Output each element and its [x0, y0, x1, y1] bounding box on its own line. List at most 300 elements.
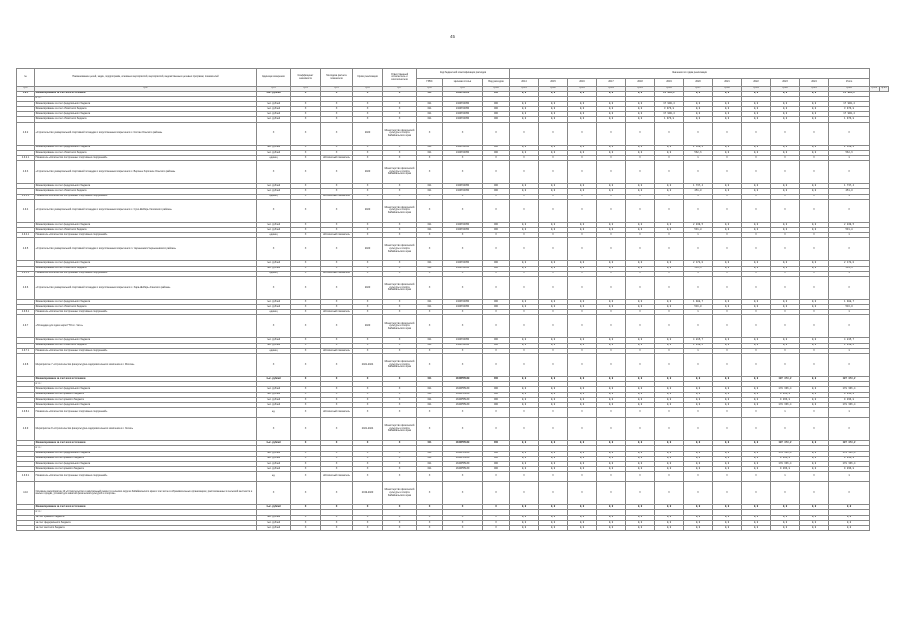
- cell-year-value: 562,6: [829, 150, 870, 155]
- cell-year-value: X: [510, 271, 539, 276]
- cell-year-value: 0,0: [539, 222, 568, 227]
- cell-target-article: 1340Г04050: [443, 227, 483, 232]
- cell-year-value: X: [713, 271, 742, 276]
- cell-unit: ед.: [257, 408, 291, 418]
- cell-grbs: 011: [417, 112, 443, 117]
- cell-no: 4.9.7.1: [17, 348, 35, 353]
- cell-method: X: [321, 338, 353, 343]
- cell-year-value: 0,0: [539, 117, 568, 122]
- cell-name: Финансирование за счет федерального бюджета: [35, 112, 257, 117]
- cell-responsible: X: [383, 189, 417, 194]
- cell-year-value: 0,0: [655, 261, 684, 266]
- cell-year-value: X: [800, 156, 829, 161]
- cell-year-value: 0,0: [626, 101, 655, 106]
- cell-year-value: 1 737,4: [829, 184, 870, 189]
- cell-coef: X: [291, 189, 321, 194]
- cell-year-value: 0,0: [539, 227, 568, 232]
- header-year: 2014: [510, 79, 539, 87]
- cell-year-value: 0,0: [539, 515, 568, 520]
- cell-responsible: X: [383, 402, 417, 407]
- cell-year-value: 0,0: [539, 451, 568, 456]
- cell-name: «Строительство универсальной спортивной площадки с искусственным покрытием в с. Верхнее Хорочное Ольского района»: [35, 161, 257, 184]
- cell-coef: X: [291, 456, 321, 461]
- cell-grbs: 011: [417, 189, 443, 194]
- cell-unit: тыс. рублей: [257, 117, 291, 122]
- cell-grbs: X: [417, 515, 443, 520]
- cell-year-value: X: [568, 156, 597, 161]
- cell-grbs: 011: [417, 392, 443, 397]
- cell-year-value: 0,0: [568, 266, 597, 271]
- cell-year-value: 0,0: [539, 526, 568, 531]
- header-column-number: гр.8: [417, 87, 443, 92]
- cell-year-value: 17 990,4: [655, 112, 684, 117]
- cell-year-value: X: [713, 199, 742, 222]
- cell-name: «Строительство универсальной спортивной площадки с искусственным покрытием в с. Колтан Ольского района»: [35, 122, 257, 145]
- cell-year-value: X: [655, 276, 684, 299]
- cell-year-value: 9 036,8: [829, 456, 870, 461]
- cell-expense-type: 000: [483, 392, 510, 397]
- cell-responsible: X: [383, 150, 417, 155]
- cell-year-value: 0,0: [684, 377, 713, 382]
- cell-year-value: 21 964,2: [829, 91, 870, 96]
- table-row: [17, 354, 889, 377]
- cell-year-value: 0,0: [800, 117, 829, 122]
- cell-coef: X: [291, 482, 321, 505]
- cell-grbs: X: [417, 238, 443, 261]
- cell-year-value: 0,0: [800, 107, 829, 112]
- cell-year-value: X: [510, 315, 539, 338]
- cell-year-value: 0,0: [510, 397, 539, 402]
- cell-year-value: 0,0: [713, 117, 742, 122]
- cell-year-value: 9 036,8: [771, 397, 800, 402]
- cell-method: X: [321, 276, 353, 299]
- cell-year-value: X: [568, 122, 597, 145]
- cell-year-value: X: [655, 199, 684, 222]
- cell-target-article: X: [443, 238, 483, 261]
- cell-year-value: 0,0: [713, 338, 742, 343]
- cell-responsible: Министерство физической культуры и спорта Забайкальского края: [383, 354, 417, 377]
- cell-year-value: 0,0: [800, 441, 829, 446]
- cell-expense-type: X: [483, 505, 510, 510]
- cell-name: в т.ч.:: [35, 510, 257, 515]
- cell-target-article: X: [443, 515, 483, 520]
- cell-year-value: X: [539, 315, 568, 338]
- cell-name: Показатель «Количество построенных спортивных сооружений»: [35, 194, 257, 199]
- cell-year-value: 451,0: [829, 189, 870, 194]
- cell-year-value: X: [626, 310, 655, 315]
- cell-coef: X: [291, 520, 321, 525]
- cell-year-value: 0,0: [742, 107, 771, 112]
- cell-year-value: 0,0: [800, 377, 829, 382]
- cell-year-value: 0,0: [539, 461, 568, 466]
- cell-year-value: X: [684, 315, 713, 338]
- cell-year-value: X: [829, 161, 870, 184]
- cell-coef: X: [291, 261, 321, 266]
- cell-year-value: X: [800, 161, 829, 184]
- cell-year-value: 0,0: [597, 467, 626, 472]
- cell-year-value: X: [655, 482, 684, 505]
- cell-year-value: X: [684, 472, 713, 482]
- cell-year-value: 0,0: [655, 150, 684, 155]
- cell-target-article: X: [443, 505, 483, 510]
- cell-year-value: 0,0: [510, 117, 539, 122]
- cell-term: X: [353, 145, 383, 150]
- cell-target-article: X: [443, 310, 483, 315]
- cell-expense-type: 000: [483, 377, 510, 382]
- header-year: 2021: [713, 79, 742, 87]
- cell-method: X: [321, 122, 353, 145]
- cell-year-value: 0,0: [510, 387, 539, 392]
- cell-year-value: 0,0: [568, 387, 597, 392]
- cell-year-value: 0,0: [568, 402, 597, 407]
- cell-year-value: X: [597, 194, 626, 199]
- cell-coef: X: [291, 150, 321, 155]
- cell-method: X: [321, 261, 353, 266]
- cell-coef: X: [291, 227, 321, 232]
- cell-year-value: 0,0: [684, 526, 713, 531]
- cell-grbs: X: [417, 122, 443, 145]
- header-column-number: гр.22: [829, 87, 870, 92]
- cell-responsible: X: [383, 222, 417, 227]
- cell-year-value: 0,0: [684, 441, 713, 446]
- cell-year-value: 0,0: [510, 441, 539, 446]
- header-column-number: гр.13: [568, 87, 597, 92]
- cell-year-value: 0,0: [713, 150, 742, 155]
- cell-responsible: Министерство физической культуры и спорта Забайкальского края: [383, 161, 417, 184]
- cell-expense-type: 000: [483, 101, 510, 106]
- cell-year-value: 0,0: [568, 451, 597, 456]
- cell-year-value: 0,0: [684, 402, 713, 407]
- cell-responsible: X: [383, 526, 417, 531]
- cell-year-value: 0,0: [655, 305, 684, 310]
- cell-year-value: 0,0: [771, 91, 800, 96]
- cell-year-value: 178 336,4: [829, 461, 870, 466]
- cell-responsible: X: [383, 408, 417, 418]
- cell-year-value: X: [597, 122, 626, 145]
- cell-expense-type: X: [483, 515, 510, 520]
- header-column-number: гр.16: [655, 87, 684, 92]
- cell-unit: тыс. рублей: [257, 377, 291, 382]
- cell-year-value: X: [655, 161, 684, 184]
- cell-year-value: X: [684, 418, 713, 441]
- cell-year-value: X: [713, 482, 742, 505]
- cell-year-value: 0,0: [800, 189, 829, 194]
- cell-year-value: 0,0: [655, 456, 684, 461]
- cell-year-value: 0,0: [771, 107, 800, 112]
- cell-year-value: X: [597, 348, 626, 353]
- table-row: [17, 122, 889, 145]
- cell-year-value: 0,0: [568, 456, 597, 461]
- cell-year-value: 0,0: [655, 467, 684, 472]
- cell-year-value: X: [597, 472, 626, 482]
- cell-year-value: X: [597, 238, 626, 261]
- cell-year-value: 0,0: [539, 112, 568, 117]
- cell-year-value: X: [742, 310, 771, 315]
- cell-year-value: 0,0: [800, 150, 829, 155]
- cell-method: абсолютный показатель: [321, 156, 353, 161]
- cell-target-article: 1340Г04050: [443, 222, 483, 227]
- cell-target-article: X: [443, 233, 483, 238]
- cell-year-value: 0,0: [655, 461, 684, 466]
- cell-year-value: 0,0: [742, 397, 771, 402]
- cell-year-value: 0,0: [510, 91, 539, 96]
- cell-term: X: [353, 91, 383, 96]
- cell-responsible: X: [383, 472, 417, 482]
- header-year: 2024: [800, 79, 829, 87]
- cell-term: 2019-2020: [353, 482, 383, 505]
- cell-year-value: 0,0: [626, 305, 655, 310]
- cell-year-value: 0,0: [655, 227, 684, 232]
- cell-grbs: 011: [417, 184, 443, 189]
- cell-year-value: 0,0: [510, 377, 539, 382]
- cell-expense-type: 000: [483, 299, 510, 304]
- cell-year-value: 0,0: [597, 227, 626, 232]
- cell-year-value: 0,0: [713, 227, 742, 232]
- cell-year-value: 0,0: [510, 145, 539, 150]
- cell-year-value: 1: [829, 472, 870, 482]
- cell-responsible: X: [383, 377, 417, 382]
- cell-unit: тыс. рублей: [257, 112, 291, 117]
- cell-method: X: [321, 145, 353, 150]
- cell-year-value: 0,0: [568, 299, 597, 304]
- cell-no: 4.9.8.1: [17, 408, 35, 418]
- cell-year-value: 563,6: [684, 266, 713, 271]
- cell-year-value: 0,0: [742, 91, 771, 96]
- cell-coef: X: [291, 343, 321, 348]
- cell-term: X: [353, 456, 383, 461]
- cell-year-value: 0,0: [713, 343, 742, 348]
- cell-coef: X: [291, 184, 321, 189]
- cell-year-value: X: [713, 161, 742, 184]
- cell-year-value: X: [597, 156, 626, 161]
- cell-year-value: 0,0: [510, 515, 539, 520]
- cell-year-value: 0,0: [510, 467, 539, 472]
- cell-year-value: 0,0: [771, 266, 800, 271]
- cell-year-value: X: [771, 310, 800, 315]
- cell-unit: единиц: [257, 310, 291, 315]
- cell-year-value: 0,0: [626, 505, 655, 510]
- cell-coef: X: [291, 408, 321, 418]
- cell-year-value: X: [539, 408, 568, 418]
- cell-year-value: 0,0: [800, 387, 829, 392]
- cell-year-value: X: [800, 233, 829, 238]
- cell-year-value: 0,0: [626, 441, 655, 446]
- cell-year-value: 0,0: [771, 101, 800, 106]
- cell-grbs: X: [417, 526, 443, 531]
- cell-year-value: 0,0: [771, 526, 800, 531]
- cell-name: «Площадка для сдачи норм ГТО в г. Чите»: [35, 315, 257, 338]
- cell-year-value: 0,0: [626, 107, 655, 112]
- cell-year-value: 178 336,4: [771, 451, 800, 456]
- cell-coef: X: [291, 299, 321, 304]
- cell-year-value: 0,0: [742, 526, 771, 531]
- cell-year-value: X: [626, 472, 655, 482]
- cell-year-value: 0,0: [539, 392, 568, 397]
- cell-method: X: [321, 315, 353, 338]
- cell-term: X: [353, 107, 383, 112]
- cell-year-value: 0,0: [742, 299, 771, 304]
- cell-grbs: 011: [417, 222, 443, 227]
- cell-year-value: 0,0: [742, 377, 771, 382]
- cell-method: X: [321, 343, 353, 348]
- cell-year-value: X: [713, 122, 742, 145]
- cell-responsible: Министерство физической культуры и спорта Забайкальского края: [383, 482, 417, 505]
- cell-name: в т.ч.:: [35, 446, 257, 451]
- header-column-number: гр.24: [881, 86, 887, 90]
- cell-year-value: 0,0: [510, 261, 539, 266]
- cell-year-value: 0,0: [510, 189, 539, 194]
- cell-unit: X: [257, 122, 291, 145]
- cell-year-value: 0,0: [742, 145, 771, 150]
- cell-name: Финансирование за счет краевого бюджета: [35, 392, 257, 397]
- cell-year-value: X: [800, 482, 829, 505]
- cell-year-value: X: [742, 238, 771, 261]
- cell-year-value: 0,0: [626, 515, 655, 520]
- cell-expense-type: X: [483, 354, 510, 377]
- cell-responsible: X: [383, 194, 417, 199]
- cell-year-value: 0,0: [568, 338, 597, 343]
- cell-name: Финансирование за счет федерального бюджета: [35, 299, 257, 304]
- cell-unit: тыс. рублей: [257, 456, 291, 461]
- cell-year-value: 0,0: [713, 402, 742, 407]
- header-no: №: [17, 69, 35, 87]
- cell-year-value: 0,0: [510, 402, 539, 407]
- cell-target-article: X: [443, 408, 483, 418]
- cell-year-value: X: [626, 271, 655, 276]
- cell-year-value: X: [684, 408, 713, 418]
- cell-year-value: X: [655, 156, 684, 161]
- cell-term: X: [353, 343, 383, 348]
- cell-year-value: 1 988,7: [684, 299, 713, 304]
- header-column-number: гр.15: [626, 87, 655, 92]
- cell-year-value: 0,0: [597, 515, 626, 520]
- cell-year-value: X: [829, 276, 870, 299]
- cell-name: за счет местного бюджета: [35, 526, 257, 531]
- cell-year-value: 0,0: [597, 261, 626, 266]
- cell-term: X: [353, 117, 383, 122]
- cell-year-value: 516,0: [684, 305, 713, 310]
- cell-year-value: X: [510, 482, 539, 505]
- cell-year-value: X: [771, 122, 800, 145]
- cell-unit: тыс. рублей: [257, 184, 291, 189]
- cell-target-article: X: [443, 276, 483, 299]
- cell-target-article: 1340Г04050: [443, 91, 483, 96]
- header-column-number: гр.18: [713, 87, 742, 92]
- cell-year-value: 0,0: [771, 505, 800, 510]
- cell-year-value: 0,0: [684, 392, 713, 397]
- cell-responsible: X: [383, 271, 417, 276]
- cell-year-value: 0,0: [742, 227, 771, 232]
- cell-year-value: 0,0: [597, 526, 626, 531]
- cell-year-value: 0,0: [510, 461, 539, 466]
- cell-term: X: [353, 402, 383, 407]
- cell-year-value: 0,0: [626, 402, 655, 407]
- cell-year-value: 0,0: [626, 392, 655, 397]
- cell-year-value: 9 036,8: [829, 467, 870, 472]
- cell-year-value: 0,0: [568, 184, 597, 189]
- cell-year-value: 0,0: [771, 145, 800, 150]
- cell-year-value: X: [626, 354, 655, 377]
- cell-year-value: 0,0: [742, 441, 771, 446]
- cell-target-article: 1340Р55139: [443, 387, 483, 392]
- cell-year-value: X: [539, 156, 568, 161]
- cell-unit: единиц: [257, 271, 291, 276]
- cell-year-value: 0,0: [539, 377, 568, 382]
- cell-responsible: X: [383, 515, 417, 520]
- cell-year-value: 0,0: [800, 91, 829, 96]
- cell-year-value: X: [713, 315, 742, 338]
- cell-expense-type: 000: [483, 261, 510, 266]
- cell-target-article: X: [443, 482, 483, 505]
- cell-responsible: X: [383, 156, 417, 161]
- cell-year-value: X: [684, 199, 713, 222]
- cell-year-value: 0,0: [597, 305, 626, 310]
- cell-grbs: 011: [417, 266, 443, 271]
- cell-method: X: [321, 150, 353, 155]
- cell-year-value: 0,0: [713, 520, 742, 525]
- cell-year-value: 2 049,5: [684, 222, 713, 227]
- cell-target-article: X: [443, 271, 483, 276]
- header-class-sub: ГРБС: [417, 79, 443, 87]
- cell-year-value: 0,0: [713, 392, 742, 397]
- cell-year-value: X: [626, 418, 655, 441]
- cell-year-value: 0,0: [800, 451, 829, 456]
- cell-year-value: 0,0: [568, 467, 597, 472]
- cell-target-article: 1340Г04050: [443, 189, 483, 194]
- cell-term: 2020: [353, 122, 383, 145]
- cell-name: Финансирование за счет областного бюджета: [35, 189, 257, 194]
- cell-year-value: 9 036,8: [829, 392, 870, 397]
- cell-method: X: [321, 526, 353, 531]
- cell-target-article: X: [443, 418, 483, 441]
- cell-year-value: 0,0: [800, 112, 829, 117]
- cell-year-value: 0,0: [742, 392, 771, 397]
- cell-coef: X: [291, 122, 321, 145]
- cell-responsible: X: [383, 91, 417, 96]
- cell-method: X: [321, 451, 353, 456]
- cell-year-value: 21 964,2: [655, 91, 684, 96]
- cell-coef: X: [291, 338, 321, 343]
- cell-year-value: X: [655, 348, 684, 353]
- cell-year-value: X: [742, 233, 771, 238]
- cell-year-value: X: [771, 482, 800, 505]
- cell-year-value: X: [626, 161, 655, 184]
- cell-year-value: X: [568, 276, 597, 299]
- cell-name: «Строительство универсальной спортивной площадки с искусственным покрытием в с. Хара-Шибирь Агинского района»: [35, 276, 257, 299]
- cell-year-value: 0,0: [655, 266, 684, 271]
- cell-year-value: X: [800, 348, 829, 353]
- cell-year-value: 0,0: [568, 505, 597, 510]
- cell-name: Показатель «Количество построенных спортивных сооружений»: [35, 156, 257, 161]
- cell-target-article: X: [443, 472, 483, 482]
- cell-method: X: [321, 305, 353, 310]
- cell-target-article: 1340Р55139: [443, 377, 483, 382]
- cell-grbs: X: [417, 348, 443, 353]
- cell-term: X: [353, 397, 383, 402]
- cell-year-value: X: [655, 354, 684, 377]
- cell-method: X: [321, 299, 353, 304]
- cell-term: X: [353, 348, 383, 353]
- cell-year-value: X: [626, 348, 655, 353]
- cell-year-value: 0,0: [771, 222, 800, 227]
- cell-coef: X: [291, 418, 321, 441]
- cell-year-value: 0,0: [510, 112, 539, 117]
- cell-year-value: 0,0: [713, 467, 742, 472]
- cell-year-value: 0,0: [829, 520, 870, 525]
- cell-coef: X: [291, 145, 321, 150]
- cell-year-value: X: [829, 418, 870, 441]
- cell-coef: X: [291, 515, 321, 520]
